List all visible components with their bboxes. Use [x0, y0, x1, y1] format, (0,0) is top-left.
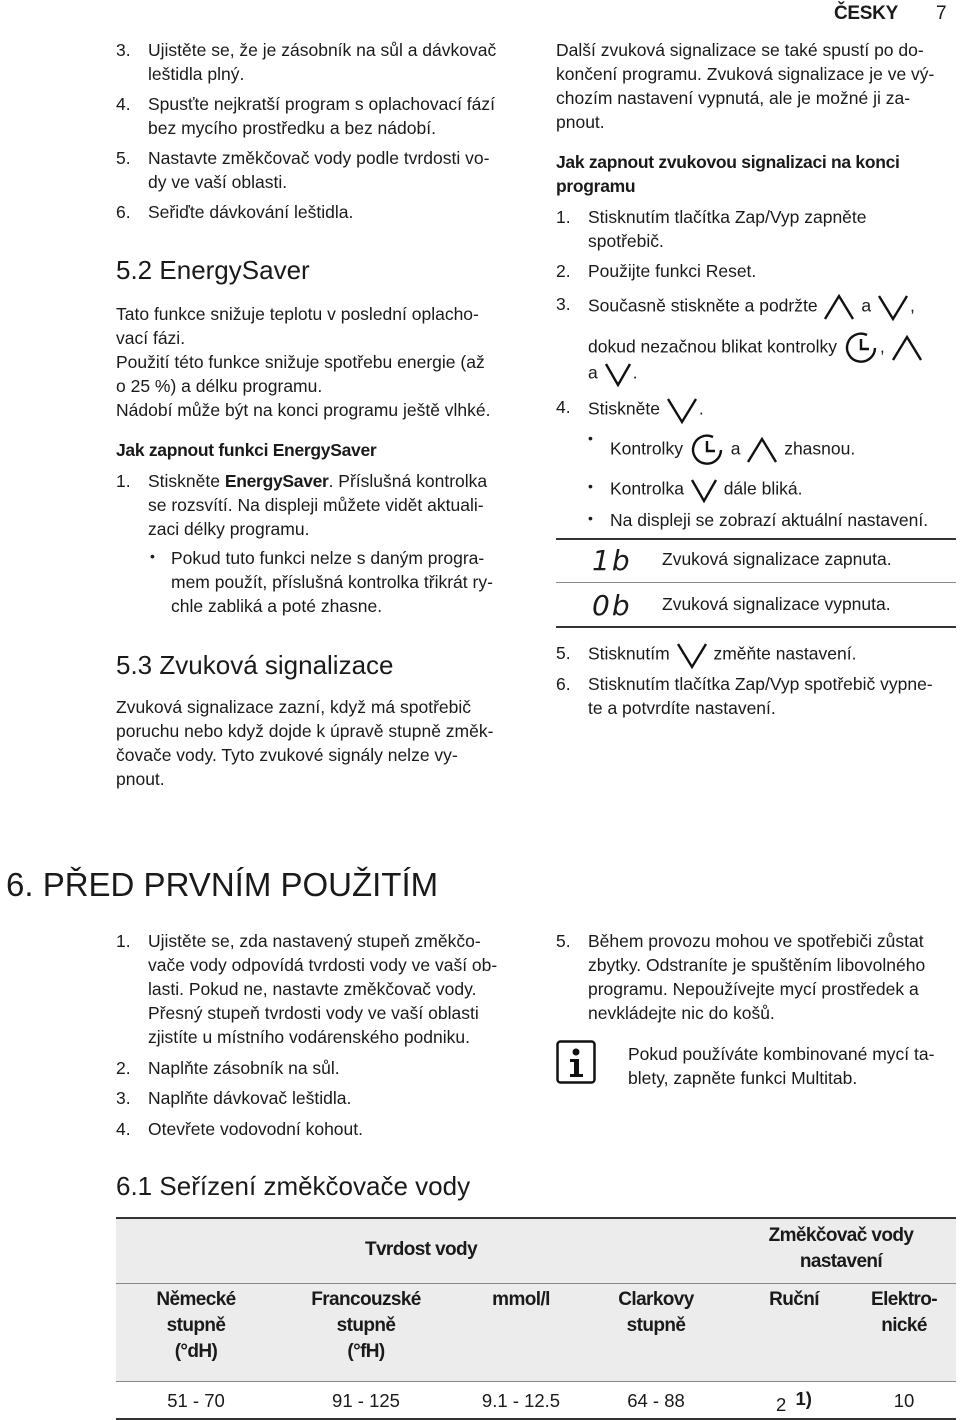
table-column-header: mmol/l — [492, 1289, 550, 1310]
table-column-header: Clarkovy stupně — [618, 1289, 694, 1336]
display-code-description: Zvuková signalizace vypnuta. — [662, 594, 891, 614]
table-column-header: Ruční — [769, 1289, 819, 1310]
bullet-text: Kontrolka dále bliká. — [610, 476, 803, 504]
table-group-header: Tvrdost vody — [364, 1239, 478, 1260]
display-code-description: Zvuková signalizace zapnuta. — [662, 549, 892, 569]
item-number: 5. — [556, 643, 571, 663]
item-number: 4. — [556, 397, 571, 417]
table-header-row — [116, 1283, 956, 1382]
display-code: 1b — [592, 544, 632, 577]
table-group-header: Změkčovač vody nastavení — [768, 1225, 914, 1272]
list-item-text: Otevřete vodovodní kohout. — [148, 1119, 363, 1139]
timer-clock-icon — [842, 330, 880, 366]
step-text: Stisknutím tlačítka Zap/Vyp zapněte spotřebič. — [588, 207, 867, 251]
display-code: 0b — [592, 589, 632, 622]
item-number: 6. — [116, 202, 131, 222]
table-cell — [736, 1389, 852, 1413]
item-number: 6. — [556, 674, 571, 694]
paragraph: Další zvuková signalizace se také spustí po do- končení programu. Zvuková signalizace je ve vý- chozím nastavení vypnutá, ale je možné ji za- pnout. — [556, 40, 935, 132]
list-item-text: Seřiďte dávkování leštidla. — [148, 202, 354, 222]
header-language: ČESKY — [834, 3, 898, 24]
list-item-text: Naplňte dávkovač leštidla. — [148, 1088, 352, 1108]
list-item-text: Ujistěte se, zda nastavený stupeň změkčo- vače vody odpovídá tvrdosti vody ve vaší ob- lasti. Pokud ne, nastavte změkčovač vody. Přesný stupeň tvrdosti vody ve vaší oblasti zjistíte u místního vodárenského podniku. — [148, 931, 498, 1047]
item-number: 1. — [556, 207, 571, 227]
item-number: 1. — [116, 471, 131, 491]
chevron-up-icon — [890, 333, 924, 363]
bullet-text: Na displeji se zobrazí aktuální nastavení. — [610, 510, 929, 530]
chapter-heading: 6. PŘED PRVNÍM POUŽITÍM — [6, 866, 439, 903]
chevron-down-icon — [876, 292, 910, 322]
list-item-text: Ujistěte se, že je zásobník na sůl a dávkovač leštidla plný. — [148, 40, 497, 84]
step-text-continued: dokud nezačnou blikat kontrolky , — [588, 330, 958, 366]
section-heading-5-3: 5.3 Zvuková signalizace — [116, 650, 394, 680]
section-heading-6-1: 6.1 Seřízení změkčovače vody — [116, 1171, 471, 1201]
chevron-down-icon — [603, 360, 633, 388]
section-heading-5-2: 5.2 EnergySaver — [116, 255, 310, 285]
step-text: Použijte funkci Reset. — [588, 261, 757, 281]
footnote-marker: 1) — [795, 1388, 812, 1409]
item-number: 5. — [556, 931, 571, 951]
step-text-continued: a . — [588, 360, 637, 388]
step-text: Stisknutím tlačítka Zap/Vyp spotřebič vypne- te a potvrdíte nastavení. — [588, 674, 933, 718]
item-number: 3. — [116, 40, 131, 60]
bullet-dot: • — [588, 478, 593, 494]
table-header-group-row — [116, 1217, 956, 1285]
table-column-header: Německé stupně (°dH) — [156, 1289, 236, 1362]
bullet-dot: • — [588, 510, 593, 526]
bullet-text: Kontrolky a zhasnou. — [610, 432, 855, 468]
table-column-header: Francouzské stupně (°fH) — [311, 1289, 421, 1362]
item-number: 2. — [116, 1058, 131, 1078]
item-number: 1. — [116, 931, 131, 951]
step-text: Stisknutím změňte nastavení. — [588, 640, 856, 670]
table-cell: 10 — [893, 1390, 915, 1411]
table-row — [116, 1381, 956, 1420]
divider — [556, 538, 956, 540]
step-text: Současně stiskněte a podržte a , — [588, 292, 948, 322]
item-number: 3. — [116, 1088, 131, 1108]
subheading: Jak zapnout zvukovou signalizaci na konci programu — [556, 152, 900, 196]
item-number: 3. — [556, 294, 571, 314]
bullet-dot: • — [588, 430, 593, 446]
paragraph: Tato funkce snižuje teplotu v poslední oplacho- vací fázi. Použití této funkce snižuje spotřebu energie (až o 25 %) a délku programu. Nádobí může být na konci programu ještě vlhké. — [116, 304, 491, 420]
timer-clock-icon — [688, 432, 726, 468]
table-cell: 91 - 125 — [332, 1390, 400, 1411]
table-cell: 51 - 70 — [167, 1390, 225, 1411]
bullet-text: Pokud tuto funkci nelze s daným progra- mem použít, příslušná kontrolka třikrát ry- chle zabliká a poté zhasne. — [171, 548, 493, 616]
subheading: Jak zapnout funkci EnergySaver — [116, 440, 377, 460]
chevron-down-icon — [689, 476, 719, 504]
table-cell: 64 - 88 — [627, 1390, 685, 1411]
bullet-dot: • — [150, 548, 155, 564]
info-icon — [556, 1040, 596, 1089]
info-note: Pokud používáte kombinované mycí ta- blety, zapněte funkci Multitab. — [628, 1044, 935, 1088]
chevron-up-icon — [822, 292, 856, 322]
paragraph: Zvuková signalizace zazní, když má spotřebič poruchu nebo když dojde k úpravě stupně změk- čovače vody. Tyto zvukové signály nelze vy- pnout. — [116, 697, 494, 789]
list-item-text: Během provozu mohou ve spotřebiči zůstat zbytky. Odstraníte je spuštěním libovolného programu. Nepoužívejte mycí prostředek a nevkládejte nic do košů. — [588, 931, 926, 1023]
water-hardness-table — [116, 1217, 956, 1417]
table-cell: 9.1 - 12.5 — [481, 1390, 561, 1411]
chevron-down-icon — [665, 395, 699, 425]
divider — [556, 626, 956, 628]
item-number: 2. — [556, 261, 571, 281]
step-text: Stiskněte . — [588, 395, 704, 425]
list-item-text: Nastavte změkčovač vody podle tvrdosti vo- dy ve vaší oblasti. — [148, 148, 490, 192]
chevron-down-icon — [675, 640, 709, 670]
table-column-header: Elektro- nické — [871, 1289, 937, 1336]
chevron-up-icon — [745, 435, 779, 465]
list-item-text: Naplňte zásobník na sůl. — [148, 1058, 340, 1078]
item-number: 5. — [116, 148, 131, 168]
step-text: Stiskněte EnergySaver. Příslušná kontrolka se rozsvítí. Na displeji můžete vidět aktuali- zaci délky programu. — [148, 471, 488, 539]
list-item-text: Spusťte nejkratší program s oplachovací fází bez mycího prostředku a bez nádobí. — [148, 94, 496, 138]
item-number: 4. — [116, 1119, 131, 1139]
divider — [556, 582, 956, 583]
item-number: 4. — [116, 94, 131, 114]
page-number: 7 — [936, 3, 947, 24]
setting-value: 2 — [776, 1394, 787, 1415]
